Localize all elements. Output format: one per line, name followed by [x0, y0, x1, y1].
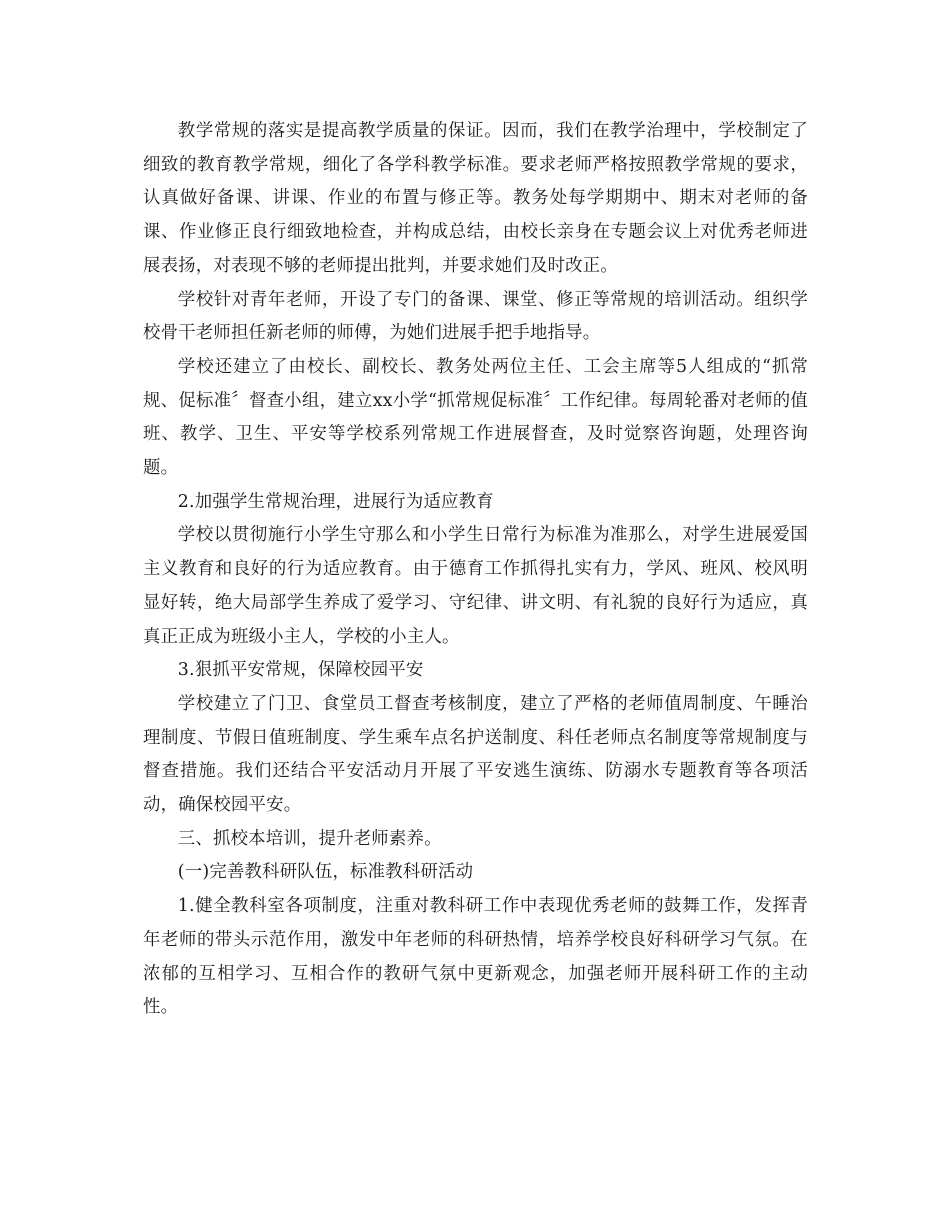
paragraph-safety-measures: 学校建立了门卫、食堂员工督查考核制度，建立了严格的老师值周制度、午睡治理制度、节假日值班制度、学生乘车点名护送制度、科任老师点名制度等常规制度与督查措施。我们还结合平安活动月开展了平安逃生演练、防溺水专题教育等各项活动，确保校园平安。	[143, 693, 808, 816]
paragraph-young-teacher-training: 学校针对青年老师，开设了专门的备课、课堂、修正等常规的培训活动。组织学校骨干老师担任新老师的师傅，为她们进展手把手地指导。	[143, 289, 808, 344]
document-body	[143, 115, 808, 1025]
paragraph-student-behavior: 学校以贯彻施行小学生守那么和小学生日常行为标准为准那么，对学生进展爱国主义教育和良好的行为适应教育。由于德育工作抓得扎实有力，学风、班风、校风明显好转，绝大局部学生养成了爱学习、守纪律、讲文明、有礼貌的良好行为适应，真真正正成为班级小主人，学校的小主人。	[143, 525, 808, 647]
heading-student-routine: 2.加强学生常规治理，进展行为适应教育	[177, 491, 494, 512]
paragraph-research-system: 1.健全教科室各项制度，注重对教科研工作中表现优秀老师的鼓舞工作，发挥青年老师的带头示范作用，激发中年老师的科研热情，培养学校良好科研学习气氛。在浓郁的互相学习、互相合作的教研气氛中更新观念，加强老师开展科研工作的主动性。	[143, 896, 808, 1018]
heading-research-team: (一)完善教科研队伍，标准教科研活动	[177, 862, 474, 883]
paragraph-teaching-routine: 教学常规的落实是提高教学质量的保证。因而，我们在教学治理中，学校制定了细致的教育教学常规，细化了各学科教学标准。要求老师严格按照教学常规的要求，认真做好备课、讲课、作业的布置与修正等。教务处每学期期中、期末对老师的备课、作业修正良行细致地检查，并构成总结，由校长亲身在专题会议上对优秀老师进展表扬，对表现不够的老师提出批判，并要求她们及时改正。	[143, 121, 808, 276]
paragraph-supervision-group: 学校还建立了由校长、副校长、教务处两位主任、工会主席等5人组成的“抓常规、促标准〞督查小组，建立xx小学“抓常规促标准〞工作纪律。每周轮番对老师的值班、教学、卫生、平安等学校系列常规工作进展督查，及时觉察咨询题，处理咨询题。	[143, 356, 808, 479]
heading-school-training: 三、抓校本培训，提升老师素养。	[177, 828, 442, 849]
heading-safety-routine: 3.狠抓平安常规，保障校园平安	[177, 660, 424, 681]
